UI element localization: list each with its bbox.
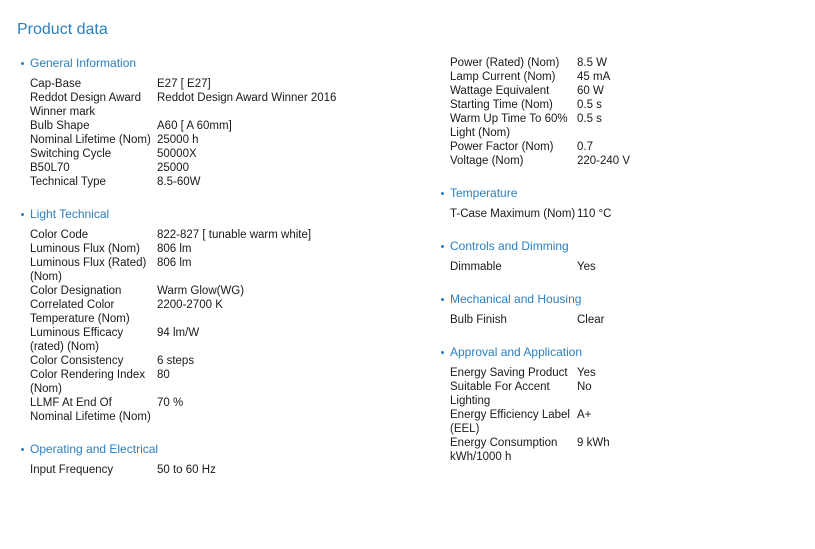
spec-label: Input Frequency <box>30 464 114 476</box>
spec-value: 25000 <box>157 162 189 174</box>
spec-value: 60 W <box>577 85 604 97</box>
spec-label: Dimmable <box>450 261 502 273</box>
spec-row <box>30 77 421 91</box>
spec-row <box>30 284 421 298</box>
spec-value: A+ <box>577 409 592 421</box>
spec-row <box>30 326 421 354</box>
spec-value: 6 steps <box>157 355 195 367</box>
spec-row <box>450 366 801 380</box>
spec-value: No <box>577 381 592 393</box>
spec-label: Energy Efficiency Label (EEL) <box>450 409 570 435</box>
spec-label: Lamp Current (Nom) <box>450 71 556 83</box>
spec-row <box>30 256 421 284</box>
spec-value: 822-827 [ tunable warm white] <box>157 229 312 241</box>
spec-row <box>30 91 421 119</box>
bullet-icon <box>441 298 444 301</box>
spec-row <box>450 313 801 327</box>
section-heading: Mechanical and Housing <box>441 292 801 306</box>
spec-row <box>30 396 421 424</box>
bullet-icon <box>21 448 24 451</box>
section-heading: Temperature <box>441 186 801 200</box>
spec-label: Wattage Equivalent <box>450 85 550 97</box>
spec-value: 9 kWh <box>577 437 610 449</box>
section-heading: General Information <box>21 56 421 70</box>
section-heading: Light Technical <box>21 207 421 221</box>
bullet-icon <box>441 351 444 354</box>
section-operating-electrical-continued <box>441 56 801 168</box>
spec-value: 94 lm/W <box>157 327 200 339</box>
spec-value: 8.5-60W <box>157 176 201 188</box>
spec-value: 25000 h <box>157 134 199 146</box>
spec-label: Luminous Efficacy (rated) (Nom) <box>30 327 124 353</box>
section-temperature <box>441 186 801 221</box>
spec-label: Energy Saving Product <box>450 367 568 379</box>
spec-row <box>450 140 801 154</box>
spec-row <box>450 408 801 436</box>
section-light-technical <box>21 207 421 424</box>
spec-row <box>30 298 421 326</box>
spec-row <box>30 161 421 175</box>
spec-row <box>30 228 421 242</box>
spec-label: Color Rendering Index (Nom) <box>30 369 146 395</box>
spec-row <box>30 354 421 368</box>
spec-label: Nominal Lifetime (Nom) <box>30 134 151 146</box>
spec-value: 50000X <box>157 148 197 160</box>
spec-label: Correlated Color Temperature (Nom) <box>30 299 130 325</box>
spec-row <box>450 98 801 112</box>
spec-label: T-Case Maximum (Nom) <box>450 208 576 220</box>
spec-label: Switching Cycle <box>30 148 112 160</box>
spec-label: Power (Rated) (Nom) <box>450 57 560 69</box>
section-heading: Approval and Application <box>441 345 801 359</box>
spec-row <box>450 207 801 221</box>
spec-label: Luminous Flux (Rated) (Nom) <box>30 257 147 283</box>
spec-value: Yes <box>577 261 596 273</box>
section-mechanical-housing <box>441 292 801 327</box>
spec-row <box>30 242 421 256</box>
spec-value: 0.7 <box>577 141 593 153</box>
spec-label: LLMF At End Of Nominal Lifetime (Nom) <box>30 397 151 423</box>
spec-row <box>30 147 421 161</box>
spec-row <box>450 84 801 98</box>
spec-value: 2200-2700 K <box>157 299 223 311</box>
spec-label: Starting Time (Nom) <box>450 99 553 111</box>
spec-label: Suitable For Accent Lighting <box>450 381 550 407</box>
spec-value: 0.5 s <box>577 99 602 111</box>
spec-value: Reddot Design Award Winner 2016 <box>157 92 337 104</box>
spec-row <box>450 154 801 168</box>
spec-row <box>30 175 421 189</box>
spec-row <box>30 133 421 147</box>
spec-value: Warm Glow(WG) <box>157 285 245 297</box>
spec-label: Power Factor (Nom) <box>450 141 554 153</box>
bullet-icon <box>21 213 24 216</box>
spec-label: Color Designation <box>30 285 122 297</box>
spec-label: Color Code <box>30 229 89 241</box>
spec-value: 70 % <box>157 397 184 409</box>
spec-label: Warm Up Time To 60% Light (Nom) <box>450 113 568 139</box>
spec-value: Clear <box>577 314 605 326</box>
spec-row <box>450 112 801 140</box>
spec-value: 220-240 V <box>577 155 631 167</box>
bullet-icon <box>21 62 24 65</box>
spec-value: 806 lm <box>157 243 192 255</box>
spec-row <box>30 119 421 133</box>
spec-value: Yes <box>577 367 596 379</box>
spec-value: 80 <box>157 369 170 381</box>
spec-label: Voltage (Nom) <box>450 155 524 167</box>
left-column <box>21 56 421 495</box>
right-column <box>441 56 801 482</box>
spec-value: E27 [ E27] <box>157 78 211 90</box>
spec-value: 806 lm <box>157 257 192 269</box>
spec-label: Technical Type <box>30 176 106 188</box>
section-heading: Controls and Dimming <box>441 239 801 253</box>
spec-value: 0.5 s <box>577 113 602 125</box>
section-heading: Operating and Electrical <box>21 442 421 456</box>
spec-row <box>30 368 421 396</box>
spec-label: Cap-Base <box>30 78 82 90</box>
bullet-icon <box>441 245 444 248</box>
spec-label: Reddot Design Award Winner mark <box>30 92 142 118</box>
spec-row <box>450 56 801 70</box>
spec-value: 50 to 60 Hz <box>157 464 216 476</box>
spec-label: B50L70 <box>30 162 70 174</box>
spec-label: Bulb Shape <box>30 120 90 132</box>
bullet-icon <box>441 192 444 195</box>
spec-label: Bulb Finish <box>450 314 507 326</box>
spec-value: 45 mA <box>577 71 611 83</box>
section-controls-dimming <box>441 239 801 274</box>
spec-label: Color Consistency <box>30 355 124 367</box>
section-general-information <box>21 56 421 189</box>
section-operating-electrical <box>21 442 421 477</box>
spec-value: A60 [ A 60mm] <box>157 120 232 132</box>
spec-label: Energy Consumption kWh/1000 h <box>450 437 558 463</box>
spec-value: 8.5 W <box>577 57 608 69</box>
spec-row <box>450 70 801 84</box>
spec-row <box>450 260 801 274</box>
spec-label: Luminous Flux (Nom) <box>30 243 140 255</box>
section-approval-application <box>441 345 801 464</box>
page-title: Product data <box>17 20 108 38</box>
spec-row <box>450 380 801 408</box>
spec-row <box>30 463 421 477</box>
spec-value: 110 °C <box>577 208 612 220</box>
spec-row <box>450 436 801 464</box>
